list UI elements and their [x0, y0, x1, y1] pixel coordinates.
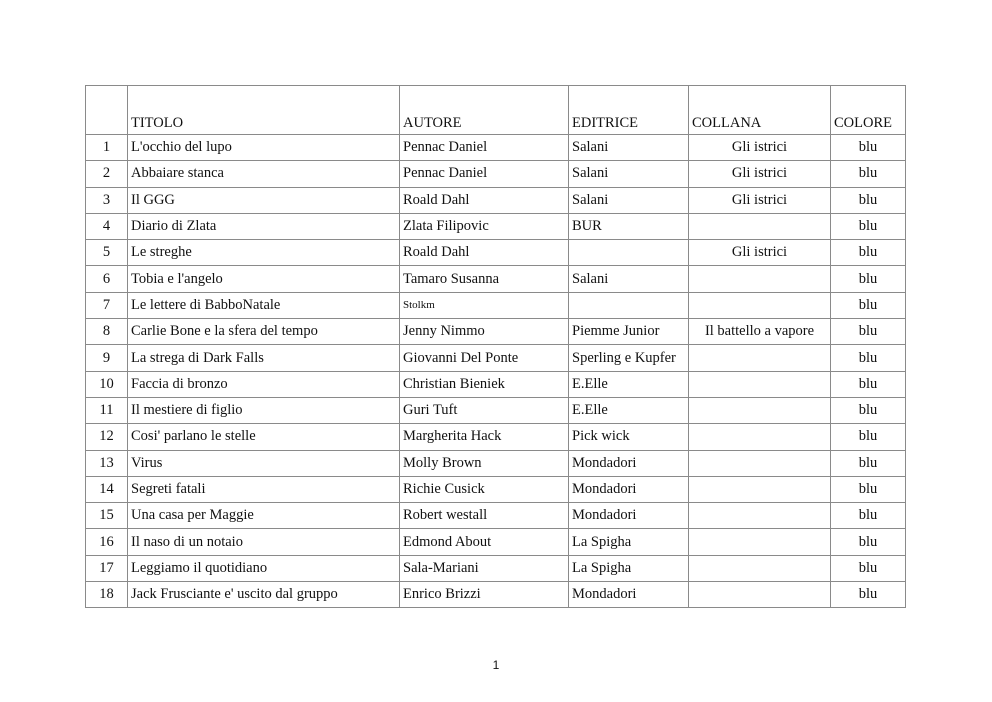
table-row — [86, 503, 906, 529]
book-series — [689, 424, 831, 450]
row-number: 9 — [86, 345, 128, 371]
table-row — [86, 397, 906, 423]
book-publisher — [569, 240, 689, 266]
book-author: Margherita Hack — [400, 424, 569, 450]
book-color: blu — [831, 292, 906, 318]
table-row — [86, 292, 906, 318]
book-color: blu — [831, 213, 906, 239]
table-row — [86, 555, 906, 581]
book-series — [689, 450, 831, 476]
row-number: 12 — [86, 424, 128, 450]
book-publisher: Salani — [569, 161, 689, 187]
book-series — [689, 555, 831, 581]
table-row — [86, 135, 906, 161]
book-series — [689, 397, 831, 423]
book-title: Cosi' parlano le stelle — [128, 424, 400, 450]
book-author: Roald Dahl — [400, 187, 569, 213]
page-number: 1 — [492, 658, 500, 672]
book-color: blu — [831, 555, 906, 581]
book-series — [689, 529, 831, 555]
book-author: Christian Bieniek — [400, 371, 569, 397]
book-publisher: La Spigha — [569, 555, 689, 581]
row-number: 1 — [86, 135, 128, 161]
row-number: 14 — [86, 476, 128, 502]
book-color: blu — [831, 135, 906, 161]
book-series — [689, 292, 831, 318]
book-color: blu — [831, 240, 906, 266]
book-author: Pennac Daniel — [400, 161, 569, 187]
book-publisher: Mondadori — [569, 476, 689, 502]
book-series — [689, 476, 831, 502]
book-series — [689, 213, 831, 239]
book-author: Edmond About — [400, 529, 569, 555]
book-color: blu — [831, 582, 906, 608]
row-number: 18 — [86, 582, 128, 608]
book-color: blu — [831, 529, 906, 555]
row-number: 16 — [86, 529, 128, 555]
book-color: blu — [831, 319, 906, 345]
header-title: TITOLO — [128, 86, 400, 135]
row-number: 7 — [86, 292, 128, 318]
table-row — [86, 529, 906, 555]
book-author: Tamaro Susanna — [400, 266, 569, 292]
row-number: 8 — [86, 319, 128, 345]
book-series: Gli istrici — [689, 135, 831, 161]
book-title: Il GGG — [128, 187, 400, 213]
book-publisher: Mondadori — [569, 503, 689, 529]
row-number: 3 — [86, 187, 128, 213]
book-color: blu — [831, 371, 906, 397]
book-author: Richie Cusick — [400, 476, 569, 502]
book-publisher: Salani — [569, 187, 689, 213]
header-row — [86, 86, 906, 135]
book-author: Molly Brown — [400, 450, 569, 476]
row-number: 15 — [86, 503, 128, 529]
table-row — [86, 424, 906, 450]
table-row — [86, 582, 906, 608]
book-color: blu — [831, 187, 906, 213]
row-number: 10 — [86, 371, 128, 397]
book-publisher: BUR — [569, 213, 689, 239]
header-author: AUTORE — [400, 86, 569, 135]
book-title: Segreti fatali — [128, 476, 400, 502]
book-publisher: E.Elle — [569, 397, 689, 423]
book-series — [689, 582, 831, 608]
row-number: 17 — [86, 555, 128, 581]
book-author: Enrico Brizzi — [400, 582, 569, 608]
book-publisher: Salani — [569, 266, 689, 292]
book-publisher — [569, 292, 689, 318]
book-publisher: Mondadori — [569, 582, 689, 608]
book-title: Abbaiare stanca — [128, 161, 400, 187]
book-series: Gli istrici — [689, 187, 831, 213]
book-author: Sala-Mariani — [400, 555, 569, 581]
book-author: Stolkm — [400, 292, 569, 318]
book-series: Gli istrici — [689, 240, 831, 266]
row-number: 2 — [86, 161, 128, 187]
book-series — [689, 266, 831, 292]
book-author: Robert westall — [400, 503, 569, 529]
book-color: blu — [831, 450, 906, 476]
book-title: Leggiamo il quotidiano — [128, 555, 400, 581]
book-publisher: Sperling e Kupfer — [569, 345, 689, 371]
book-title: Carlie Bone e la sfera del tempo — [128, 319, 400, 345]
book-series: Gli istrici — [689, 161, 831, 187]
book-color: blu — [831, 424, 906, 450]
book-author: Guri Tuft — [400, 397, 569, 423]
table-row — [86, 476, 906, 502]
book-title: L'occhio del lupo — [128, 135, 400, 161]
book-title: Il mestiere di figlio — [128, 397, 400, 423]
header-color: COLORE — [831, 86, 906, 135]
book-publisher: Pick wick — [569, 424, 689, 450]
book-title: Tobia e l'angelo — [128, 266, 400, 292]
book-publisher: Piemme Junior — [569, 319, 689, 345]
book-color: blu — [831, 503, 906, 529]
book-title: Virus — [128, 450, 400, 476]
book-author: Giovanni Del Ponte — [400, 345, 569, 371]
books-table — [85, 85, 906, 608]
book-series — [689, 371, 831, 397]
book-color: blu — [831, 161, 906, 187]
book-series — [689, 503, 831, 529]
book-title: Jack Frusciante e' uscito dal gruppo — [128, 582, 400, 608]
header-num — [86, 86, 128, 135]
book-title: Diario di Zlata — [128, 213, 400, 239]
table-row — [86, 371, 906, 397]
book-title: Le lettere di BabboNatale — [128, 292, 400, 318]
table-row — [86, 266, 906, 292]
table-row — [86, 187, 906, 213]
book-publisher: E.Elle — [569, 371, 689, 397]
table-row — [86, 450, 906, 476]
table-row — [86, 240, 906, 266]
book-series — [689, 345, 831, 371]
row-number: 5 — [86, 240, 128, 266]
book-publisher: Mondadori — [569, 450, 689, 476]
row-number: 11 — [86, 397, 128, 423]
table-row — [86, 319, 906, 345]
table-row — [86, 213, 906, 239]
row-number: 4 — [86, 213, 128, 239]
header-publisher: EDITRICE — [569, 86, 689, 135]
book-color: blu — [831, 345, 906, 371]
book-title: Il naso di un notaio — [128, 529, 400, 555]
book-author: Zlata Filipovic — [400, 213, 569, 239]
book-color: blu — [831, 397, 906, 423]
book-series: Il battello a vapore — [689, 319, 831, 345]
book-author: Pennac Daniel — [400, 135, 569, 161]
book-publisher: La Spigha — [569, 529, 689, 555]
book-title: La strega di Dark Falls — [128, 345, 400, 371]
table-row — [86, 161, 906, 187]
row-number: 6 — [86, 266, 128, 292]
book-author: Jenny Nimmo — [400, 319, 569, 345]
header-series: COLLANA — [689, 86, 831, 135]
book-title: Faccia di bronzo — [128, 371, 400, 397]
table-row — [86, 345, 906, 371]
book-color: blu — [831, 476, 906, 502]
book-author: Roald Dahl — [400, 240, 569, 266]
book-publisher: Salani — [569, 135, 689, 161]
book-title: Una casa per Maggie — [128, 503, 400, 529]
row-number: 13 — [86, 450, 128, 476]
book-color: blu — [831, 266, 906, 292]
book-title: Le streghe — [128, 240, 400, 266]
